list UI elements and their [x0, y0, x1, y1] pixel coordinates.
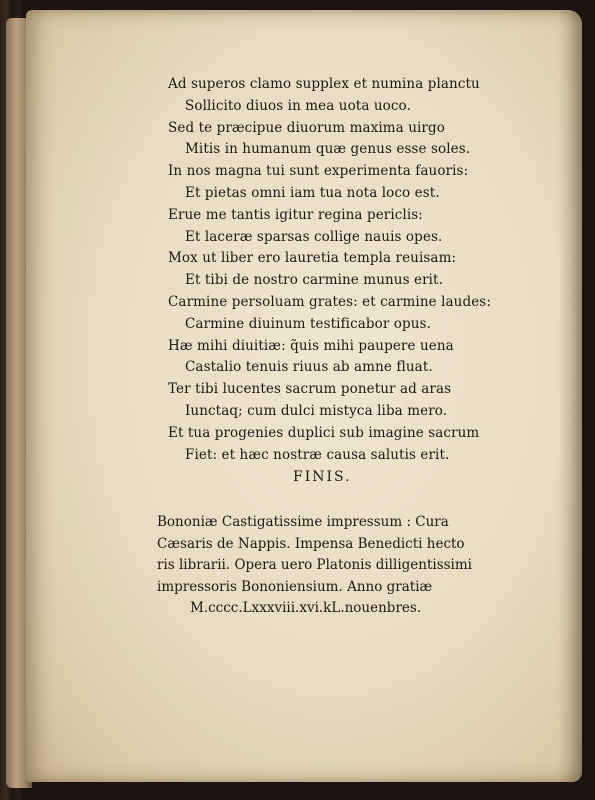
poem-line: Mox ut liber ero lauretia templa reuisam: — [168, 250, 457, 267]
poem-line: Sollicito diuos in mea uota uoco. — [185, 97, 411, 114]
poem-line: Et tua progenies duplici sub imagine sacrum — [168, 424, 480, 441]
poem-line: Hæ mihi diuitiæ: q̃uis mihi paupere uena — [168, 337, 454, 354]
page-gutter-shadow — [558, 10, 582, 782]
poem-line: In nos magna tui sunt experimenta fauoris: — [168, 163, 469, 180]
poem-line: Mitis in humanum quæ genus esse soles. — [185, 141, 471, 158]
colophon-line: Bononiæ Castigatissime impressum : Cura — [157, 514, 449, 530]
poem-line: Fiet: et hæc nostræ causa salutis erit. — [185, 446, 450, 463]
colophon-block — [157, 512, 517, 620]
poem-line: Et pietas omni iam tua nota loco est. — [185, 184, 440, 201]
colophon-line: ris librarii. Opera uero Platonis dilligentissimi — [157, 557, 472, 574]
poem-line: Ad superos clamo supplex et numina planctu — [168, 76, 480, 92]
poem-line: Et laceræ sparsas collige nauis opes. — [185, 228, 443, 245]
colophon-line: Cæsaris de Nappis. Impensa Benedicti hecto — [157, 535, 465, 552]
poem-line: Erue me tantis igitur regina periclis: — [168, 206, 423, 223]
poem-line: Ter tibi lucentes sacrum ponetur ad aras — [168, 381, 452, 398]
colophon-line: impressoris Bononiensium. Anno gratiæ — [157, 578, 433, 595]
poem-line: Carmine persoluam grates: et carmine laudes: — [168, 293, 491, 310]
poem-line: Et tibi de nostro carmine munus erit. — [185, 272, 443, 289]
poem-text-block — [168, 74, 528, 489]
finis-heading: FINIS. — [293, 469, 352, 486]
poem-line: Carmine diuinum testificabor opus. — [185, 315, 431, 332]
poem-line: Sed te præcipue diuorum maxima uirgo — [168, 119, 445, 136]
colophon-line: M.cccc.Lxxxviii.xvi.kL.nouenbres. — [190, 600, 422, 617]
poem-line: Iunctaq; cum dulci mistyca liba mero. — [185, 402, 448, 419]
poem-line: Castalio tenuis riuus ab amne fluat. — [185, 359, 433, 376]
